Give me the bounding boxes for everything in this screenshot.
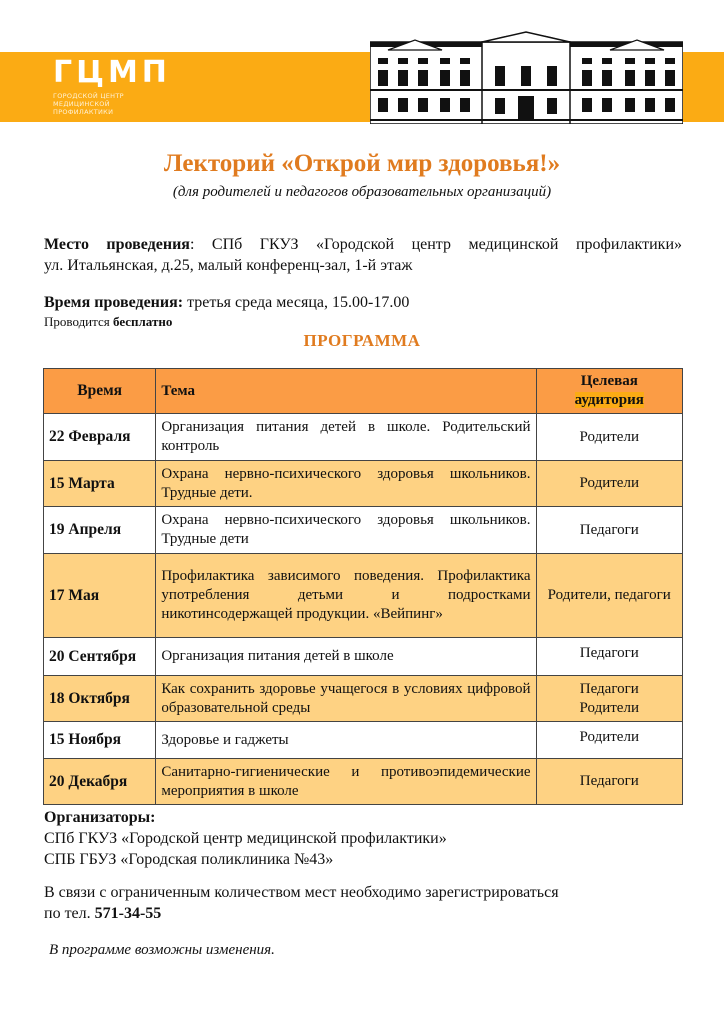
row-topic: Санитарно-гигиенические и противоэпидемические мероприятия в школе <box>156 759 536 805</box>
row-audience-line: Родители <box>579 699 639 716</box>
table-row <box>44 759 683 805</box>
venue-value: : СПб ГКУЗ «Городской центр медицинской профилактики» <box>189 236 683 253</box>
logo-mark: ГЦМП <box>53 55 171 90</box>
row-audience: Родители <box>536 722 682 759</box>
row-date: 22 Февраля <box>44 414 156 461</box>
row-date: 15 Марта <box>44 461 156 507</box>
changes-note: В программе возможны изменения. <box>49 942 275 958</box>
organizers-label: Организаторы: <box>44 809 156 826</box>
row-date: 15 Ноября <box>44 722 156 759</box>
registration-text: В связи с ограниченным количеством мест необходимо зарегистрироваться <box>44 884 559 901</box>
logo <box>53 55 171 116</box>
row-audience: Педагоги <box>536 638 682 676</box>
row-audience: Педагоги <box>536 759 682 805</box>
organizer-item: СПБ ГБУЗ «Городская поликлиника №43» <box>44 851 334 868</box>
table-row <box>44 554 683 638</box>
logo-subtitle-line: ГОРОДСКОЙ ЦЕНТР <box>53 92 124 100</box>
header-topic: Тема <box>156 369 536 414</box>
row-date: 19 Апреля <box>44 507 156 554</box>
program-heading: ПРОГРАММА <box>303 331 421 350</box>
table-row <box>44 414 683 461</box>
program-table <box>43 368 683 805</box>
organizer-item: СПб ГКУЗ «Городской центр медицинской профилактики» <box>44 830 447 847</box>
building-illustration <box>370 28 683 124</box>
logo-subtitle <box>53 92 171 116</box>
venue-address: ул. Итальянская, д.25, малый конференц-зал, 1-й этаж <box>44 257 413 274</box>
schedule-time <box>44 292 682 313</box>
row-topic: Как сохранить здоровье учащегося в условиях цифровой образовательной среды <box>156 676 536 722</box>
row-topic: Здоровье и гаджеты <box>156 722 536 759</box>
row-topic: Охрана нервно-психического здоровья школьников. Трудные дети <box>156 507 536 554</box>
table-row <box>44 507 683 554</box>
time-value: третья среда месяца, 15.00-17.00 <box>183 294 410 311</box>
row-audience <box>536 676 682 722</box>
time-label: Время проведения: <box>44 294 184 311</box>
header-audience <box>536 369 682 414</box>
table-row <box>44 722 683 759</box>
row-topic: Охрана нервно-психического здоровья школьников. Трудные дети. <box>156 461 536 507</box>
logo-subtitle-line: МЕДИЦИНСКОЙ <box>53 100 110 108</box>
free-prefix: Проводится <box>44 314 113 329</box>
header-audience-line2: аудитория <box>574 392 644 408</box>
registration <box>44 882 559 924</box>
table-row <box>44 676 683 722</box>
row-topic: Организация питания детей в школе. Родительский контроль <box>156 414 536 461</box>
venue-label: Место проведения <box>44 236 190 253</box>
page-subtitle: (для родителей и педагогов образовательных организаций) <box>172 184 552 200</box>
page-title: Лекторий «Открой мир здоровья!» <box>163 150 561 177</box>
table-header-row <box>44 369 683 414</box>
row-topic: Профилактика зависимого поведения. Профилактика употребления детьми и подростками никотинсодержащей продукции. «Вейпинг» <box>156 554 536 638</box>
table-row <box>44 461 683 507</box>
free-note <box>44 314 682 330</box>
row-topic: Организация питания детей в школе <box>156 638 536 676</box>
row-date: 17 Мая <box>44 554 156 638</box>
header-time: Время <box>44 369 156 414</box>
row-audience: Родители <box>536 414 682 461</box>
registration-phone: 571-34-55 <box>94 905 162 922</box>
header-audience-line1: Целевая <box>580 373 638 389</box>
logo-subtitle-line: ПРОФИЛАКТИКИ <box>53 108 114 116</box>
venue <box>44 234 682 276</box>
row-audience-line: Педагоги <box>579 680 639 697</box>
table-row <box>44 638 683 676</box>
venue-line-1 <box>44 234 682 255</box>
row-date: 18 Октября <box>44 676 156 722</box>
free-value: бесплатно <box>112 314 173 329</box>
row-audience: Родители <box>536 461 682 507</box>
organizers <box>44 807 447 870</box>
row-audience: Родители, педагоги <box>536 554 682 638</box>
registration-prefix: по тел. <box>44 905 95 922</box>
row-date: 20 Сентября <box>44 638 156 676</box>
row-audience: Педагоги <box>536 507 682 554</box>
row-date: 20 Декабря <box>44 759 156 805</box>
